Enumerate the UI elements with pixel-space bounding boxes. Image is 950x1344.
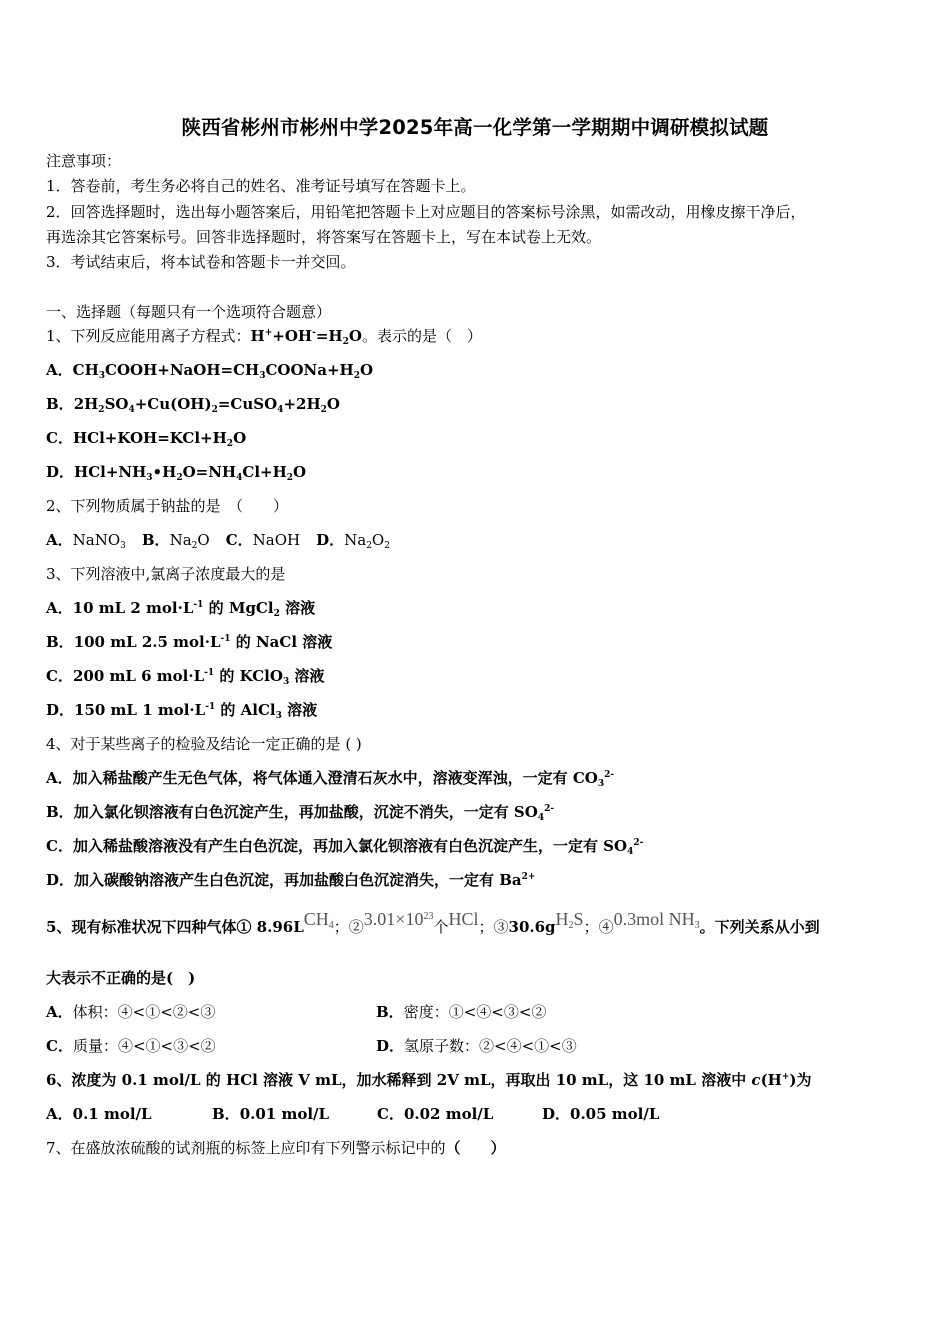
question-4-option-b: B．加入氯化钡溶液有白色沉淀产生，再加盐酸，沉淀不消失，一定有 $SO_4^{2-}$ [46, 803, 555, 823]
question-3-stem: 3、下列溶液中,氯离子浓度最大的是 [46, 565, 286, 583]
question-4-stem: 4、对于某些离子的检验及结论一定正确的是 ( ) [46, 735, 362, 753]
question-7-stem: 7、在盛放浓硫酸的试剂瓶的标签上应印有下列警示标记中的（ ） [46, 1139, 506, 1157]
question-1-option-c: C．$HCl+KOH=KCl+H_2O$ [46, 429, 247, 449]
exam-page: 陕西省彬州市彬州中学2025年高一化学第一学期期中调研模拟试题 注意事项： 1．答卷前，考生务必将自己的姓名、准考证号填写在答题卡上。 2．回答选择题时，选出每小题答案后，用铅笔把答题卡上对应题目的答案标号涂黑，如需改动，用橡皮擦干净后， 再选涂其它答案标号。回答非选择题时，将答案写在答题卡上，写在本试卷上无效。 3．考试结束后，将本试卷和答题卡一并交回。 一、选择题（每题只有一个选项符合题意） 1、下列反应能用离子方程式：$H^++OH^-=H_2O$。表示的是（ ） A．$CH_3COOH+NaOH=CH_3COONa+H_2O$ B．$2H_2SO_4+Cu(OH)_2=CuSO_4+2H_2O$ C．$HCl+KOH=KCl+H_2O$ D．$HCl+NH_3•H_2O=NH_4Cl+H_2O$ 2、下列物质属于钠盐的是 （ ） A．NaNO$_3$ B．$Na_2O$ C．NaOH D．$Na_2O_2$ 3、下列溶液中,氯离子浓度最大的是 A．10 mL 2 $mol\cdot L^{-1}$ 的 MgCl$_2$ 溶液 B．100 mL 2.5 $mol\cdot L^{-1}$ 的 NaCl 溶液 C．200 mL 6 $mol\cdot L^{-1}$ 的 KClO$_3$ 溶液 D．150 mL 1 $mol\cdot L^{-1}$ 的 AlCl$_3$ 溶液 4、对于某些离子的检验及结论一定正确的是 ( ) A．加入稀盐酸产生无色气体，将气体通入澄清石灰水中，溶液变浑浊，一定有 $CO_3^{2-}$ B．加入氯化钡溶液有白色沉淀产生，再加盐酸，沉淀不消失，一定有 $SO_4^{2-}$ C．加入稀盐酸溶液没有产生白色沉淀，再加入氯化钡溶液有白色沉淀产生，一定有 $SO_4^{2-}$ D．加入碳酸钠溶液产生白色沉淀，再加盐酸白色沉淀消失，一定有 $Ba^{2+}$ 5、现有标准状况下四种气体① $8.96LCH_4$；$②3.01\times 10^{23}$个HCl；$③30.6gH_2S$；④0.3mol $NH_3$。下列关系从小到 大表示不正确的是( ) A．体积：④<①<②<③ B．密度：①<④<③<② C．质量：④<①<③<② D．氢原子数：②<④<①<③ 6、浓度为 0.1 mol/L 的 HCl 溶液 V mL，加水稀释到 2V mL，再取出 10 mL，这 10 mL 溶液中 c(H+)为 A．0.1 mol/L B．0.01 mol/L C．0.02 mol/L D．0.05 mol/L 7、在盛放浓硫酸的试剂瓶的标签上应印有下列警示标记中的（ ） [0, 0, 950, 1344]
question-1-option-a: A．$CH_3COOH+NaOH=CH_3COONa+H_2O$ [46, 361, 374, 381]
question-5-stem: 5、现有标准状况下四种气体① $8.96LCH_4$；$②3.01\times 10^{23}$个HCl；$③30.6gH_2S$；④0.3mol $NH_3$。下列关系从小到 [46, 909, 820, 936]
question-1-stem: 1、下列反应能用离子方程式：$H^++OH^-=H_2O$。表示的是（ ） [46, 327, 482, 347]
question-3-option-a: A．10 mL 2 $mol\cdot L^{-1}$ 的 MgCl$_2$ 溶液 [46, 599, 316, 619]
notice-heading: 注意事项： [46, 152, 122, 170]
question-2-options: A．NaNO$_3$ B．$Na_2O$ C．NaOH D．$Na_2O_2$ [46, 531, 390, 551]
question-1-option-b: B．$2H_2SO_4+Cu(OH)_2=CuSO_4+2H_2O$ [46, 395, 340, 415]
question-3-option-d: D．150 mL 1 $mol\cdot L^{-1}$ 的 AlCl$_3$ 溶液 [46, 701, 318, 721]
question-5-options-cd: C．质量：④<①<③<② D．氢原子数：②<④<①<③ [46, 1037, 577, 1055]
section-heading: 一、选择题（每题只有一个选项符合题意） [46, 303, 332, 321]
page-title: 陕西省彬州市彬州中学2025年高一化学第一学期期中调研模拟试题 [181, 116, 769, 139]
question-3-option-c: C．200 mL 6 $mol\cdot L^{-1}$ 的 KClO$_3$ 溶液 [46, 667, 325, 687]
notice-item-2: 2．回答选择题时，选出每小题答案后，用铅笔把答题卡上对应题目的答案标号涂黑，如需改动，用橡皮擦干净后， [46, 203, 806, 221]
notice-item-3: 3．考试结束后，将本试卷和答题卡一并交回。 [46, 253, 356, 271]
question-5-stem-cont: 大表示不正确的是( ) [46, 969, 196, 987]
question-4-option-a: A．加入稀盐酸产生无色气体，将气体通入澄清石灰水中，溶液变浑浊，一定有 $CO_3^{2-}$ [46, 769, 615, 789]
question-4-option-d: D．加入碳酸钠溶液产生白色沉淀，再加盐酸白色沉淀消失，一定有 $Ba^{2+}$ [46, 871, 536, 889]
question-4-option-c: C．加入稀盐酸溶液没有产生白色沉淀，再加入氯化钡溶液有白色沉淀产生，一定有 $SO_4^{2-}$ [46, 837, 644, 857]
question-5-options-ab: A．体积：④<①<②<③ B．密度：①<④<③<② [46, 1003, 547, 1021]
notice-item-2-cont: 再选涂其它答案标号。回答非选择题时，将答案写在答题卡上，写在本试卷上无效。 [46, 228, 602, 246]
question-2-stem: 2、下列物质属于钠盐的是 （ ） [46, 497, 289, 515]
question-6-stem: 6、浓度为 0.1 mol/L 的 HCl 溶液 V mL，加水稀释到 2V mL，再取出 10 mL，这 10 mL 溶液中 c(H+)为 [46, 1071, 812, 1089]
question-3-option-b: B．100 mL 2.5 $mol\cdot L^{-1}$ 的 NaCl 溶液 [46, 633, 333, 651]
question-1-option-d: D．$HCl+NH_3•H_2O=NH_4Cl+H_2O$ [46, 463, 307, 483]
notice-item-1: 1．答卷前，考生务必将自己的姓名、准考证号填写在答题卡上。 [46, 177, 476, 195]
